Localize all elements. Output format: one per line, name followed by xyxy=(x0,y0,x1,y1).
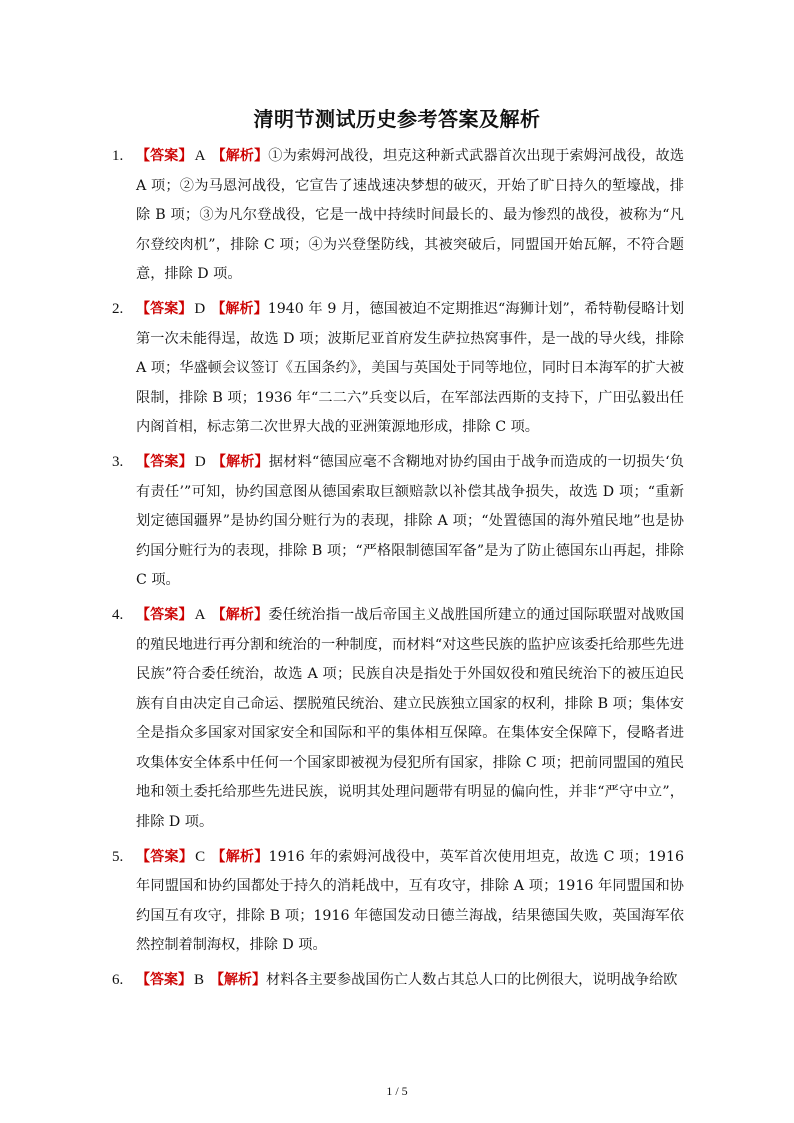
analysis-text: 材料各主要参战国伤亡人数占其总人口的比例很大，说明战争给欧 xyxy=(266,972,678,989)
answer-item-4 xyxy=(112,601,684,838)
analysis-label: 【解析】 xyxy=(211,453,269,470)
analysis-text: ①为索姆河战役，坦克这种新式武器首次出现于索姆河战役，故选 A 项；②为马恩河战役，它宣告了速战速决梦想的破灭，开始了旷日持久的堑壕战，排除 B 项；③为凡尔登战役，它是一战中持续时间最长的、最为惨烈的战役，被称为“凡尔登绞肉机”，排除 C 项；④为兴登堡防线，其被突破后，同盟国开始瓦解，不符合题意，排除 D 项。 xyxy=(136,148,685,283)
item-number: 1. xyxy=(112,148,124,164)
answer-item-5 xyxy=(112,843,684,961)
answer-label: 【答案】 xyxy=(136,148,193,164)
answer-item-6 xyxy=(112,966,684,996)
analysis-label: 【解析】 xyxy=(211,148,269,164)
analysis-label: 【解析】 xyxy=(211,848,269,865)
analysis-label: 【解析】 xyxy=(211,606,269,623)
answer-letter: C xyxy=(195,848,206,865)
answer-label: 【答案】 xyxy=(136,606,193,623)
answer-label: 【答案】 xyxy=(136,453,193,470)
answer-list xyxy=(112,142,684,1001)
item-number: 3. xyxy=(112,453,124,470)
item-number: 2. xyxy=(112,300,124,317)
item-number: 5. xyxy=(112,848,124,865)
answer-label: 【答案】 xyxy=(136,300,193,317)
answer-letter: D xyxy=(194,300,206,317)
answer-letter: A xyxy=(194,606,206,623)
analysis-text: 委任统治指一战后帝国主义战胜国所建立的通过国际联盟对战败国的殖民地进行再分割和统治的一种制度，而材料“对这些民族的监护应该委托给那些先进民族”符合委任统治，故选 A 项；民族自决是指处于外国奴役和殖民统治下的被压迫民族有自由决定自己命运、摆脱殖民统治、建立民族独立国家的权利，排除 B 项；集体安全是指众多国家对国家安全和国际和平的集体相互保障。在集体安全保障下，侵略者进攻集体安全体系中任何一个国家即被视为侵犯所有国家，排除 C 项；把前同盟国的殖民地和领土委托给那些先进民族，说明其处理问题带有明显的偏向性，并非“严守中立”，排除 D 项。 xyxy=(136,606,685,831)
answer-label: 【答案】 xyxy=(136,972,192,989)
analysis-text: 据材料“德国应毫不含糊地对协约国由于战争而造成的一切损失‘负有责任’”可知，协约国意图从德国索取巨额赔款以补偿其战争损失，故选 D 项；“重新划定德国疆界”是协约国分赃行为的表现，排除 A 项；“处置德国的海外殖民地”也是协约国分赃行为的表现，排除 B 项；“严格限制德国军备”是为了防止德国东山再起，排除 C 项。 xyxy=(136,453,685,589)
analysis-label: 【解析】 xyxy=(211,300,268,317)
answer-letter: B xyxy=(194,972,205,989)
answer-label: 【答案】 xyxy=(136,848,194,865)
answer-letter: D xyxy=(194,453,206,470)
answer-item-3 xyxy=(112,448,684,596)
item-number: 4. xyxy=(112,606,124,623)
item-number: 6. xyxy=(112,972,124,989)
answer-item-2 xyxy=(112,295,684,443)
page-title: 清明节测试历史参考答案及解析 xyxy=(253,107,541,131)
page-number: 1 / 5 xyxy=(386,1084,408,1098)
answer-letter: A xyxy=(194,148,206,164)
analysis-label: 【解析】 xyxy=(210,972,267,989)
analysis-text: 1916 年的索姆河战役中，英军首次使用坦克，故选 C 项；1916 年同盟国和协约国都处于持久的消耗战中，互有攻守，排除 A 项；1916 年同盟国和协约国互有攻守，排除 B 项；1916 年德国发动日德兰海战，结果德国失败，英国海军依然控制着制海权，排除 D 项。 xyxy=(136,848,684,954)
answer-item-1 xyxy=(112,142,684,290)
analysis-text: 1940 年 9 月，德国被迫不定期推迟“海狮计划”，希特勒侵略计划第一次未能得逞，故选 D 项；波斯尼亚首府发生萨拉热窝事件，是一战的导火线，排除 A 项；华盛顿会议签订《五国条约》，美国与英国处于同等地位，同时日本海军的扩大被限制，排除 B 项；1936 年“二二六”兵变以后，在军部法西斯的支持下，广田弘毅出任内阁首相，标志第二次世界大战的亚洲策源地形成，排除 C 项。 xyxy=(136,300,685,436)
